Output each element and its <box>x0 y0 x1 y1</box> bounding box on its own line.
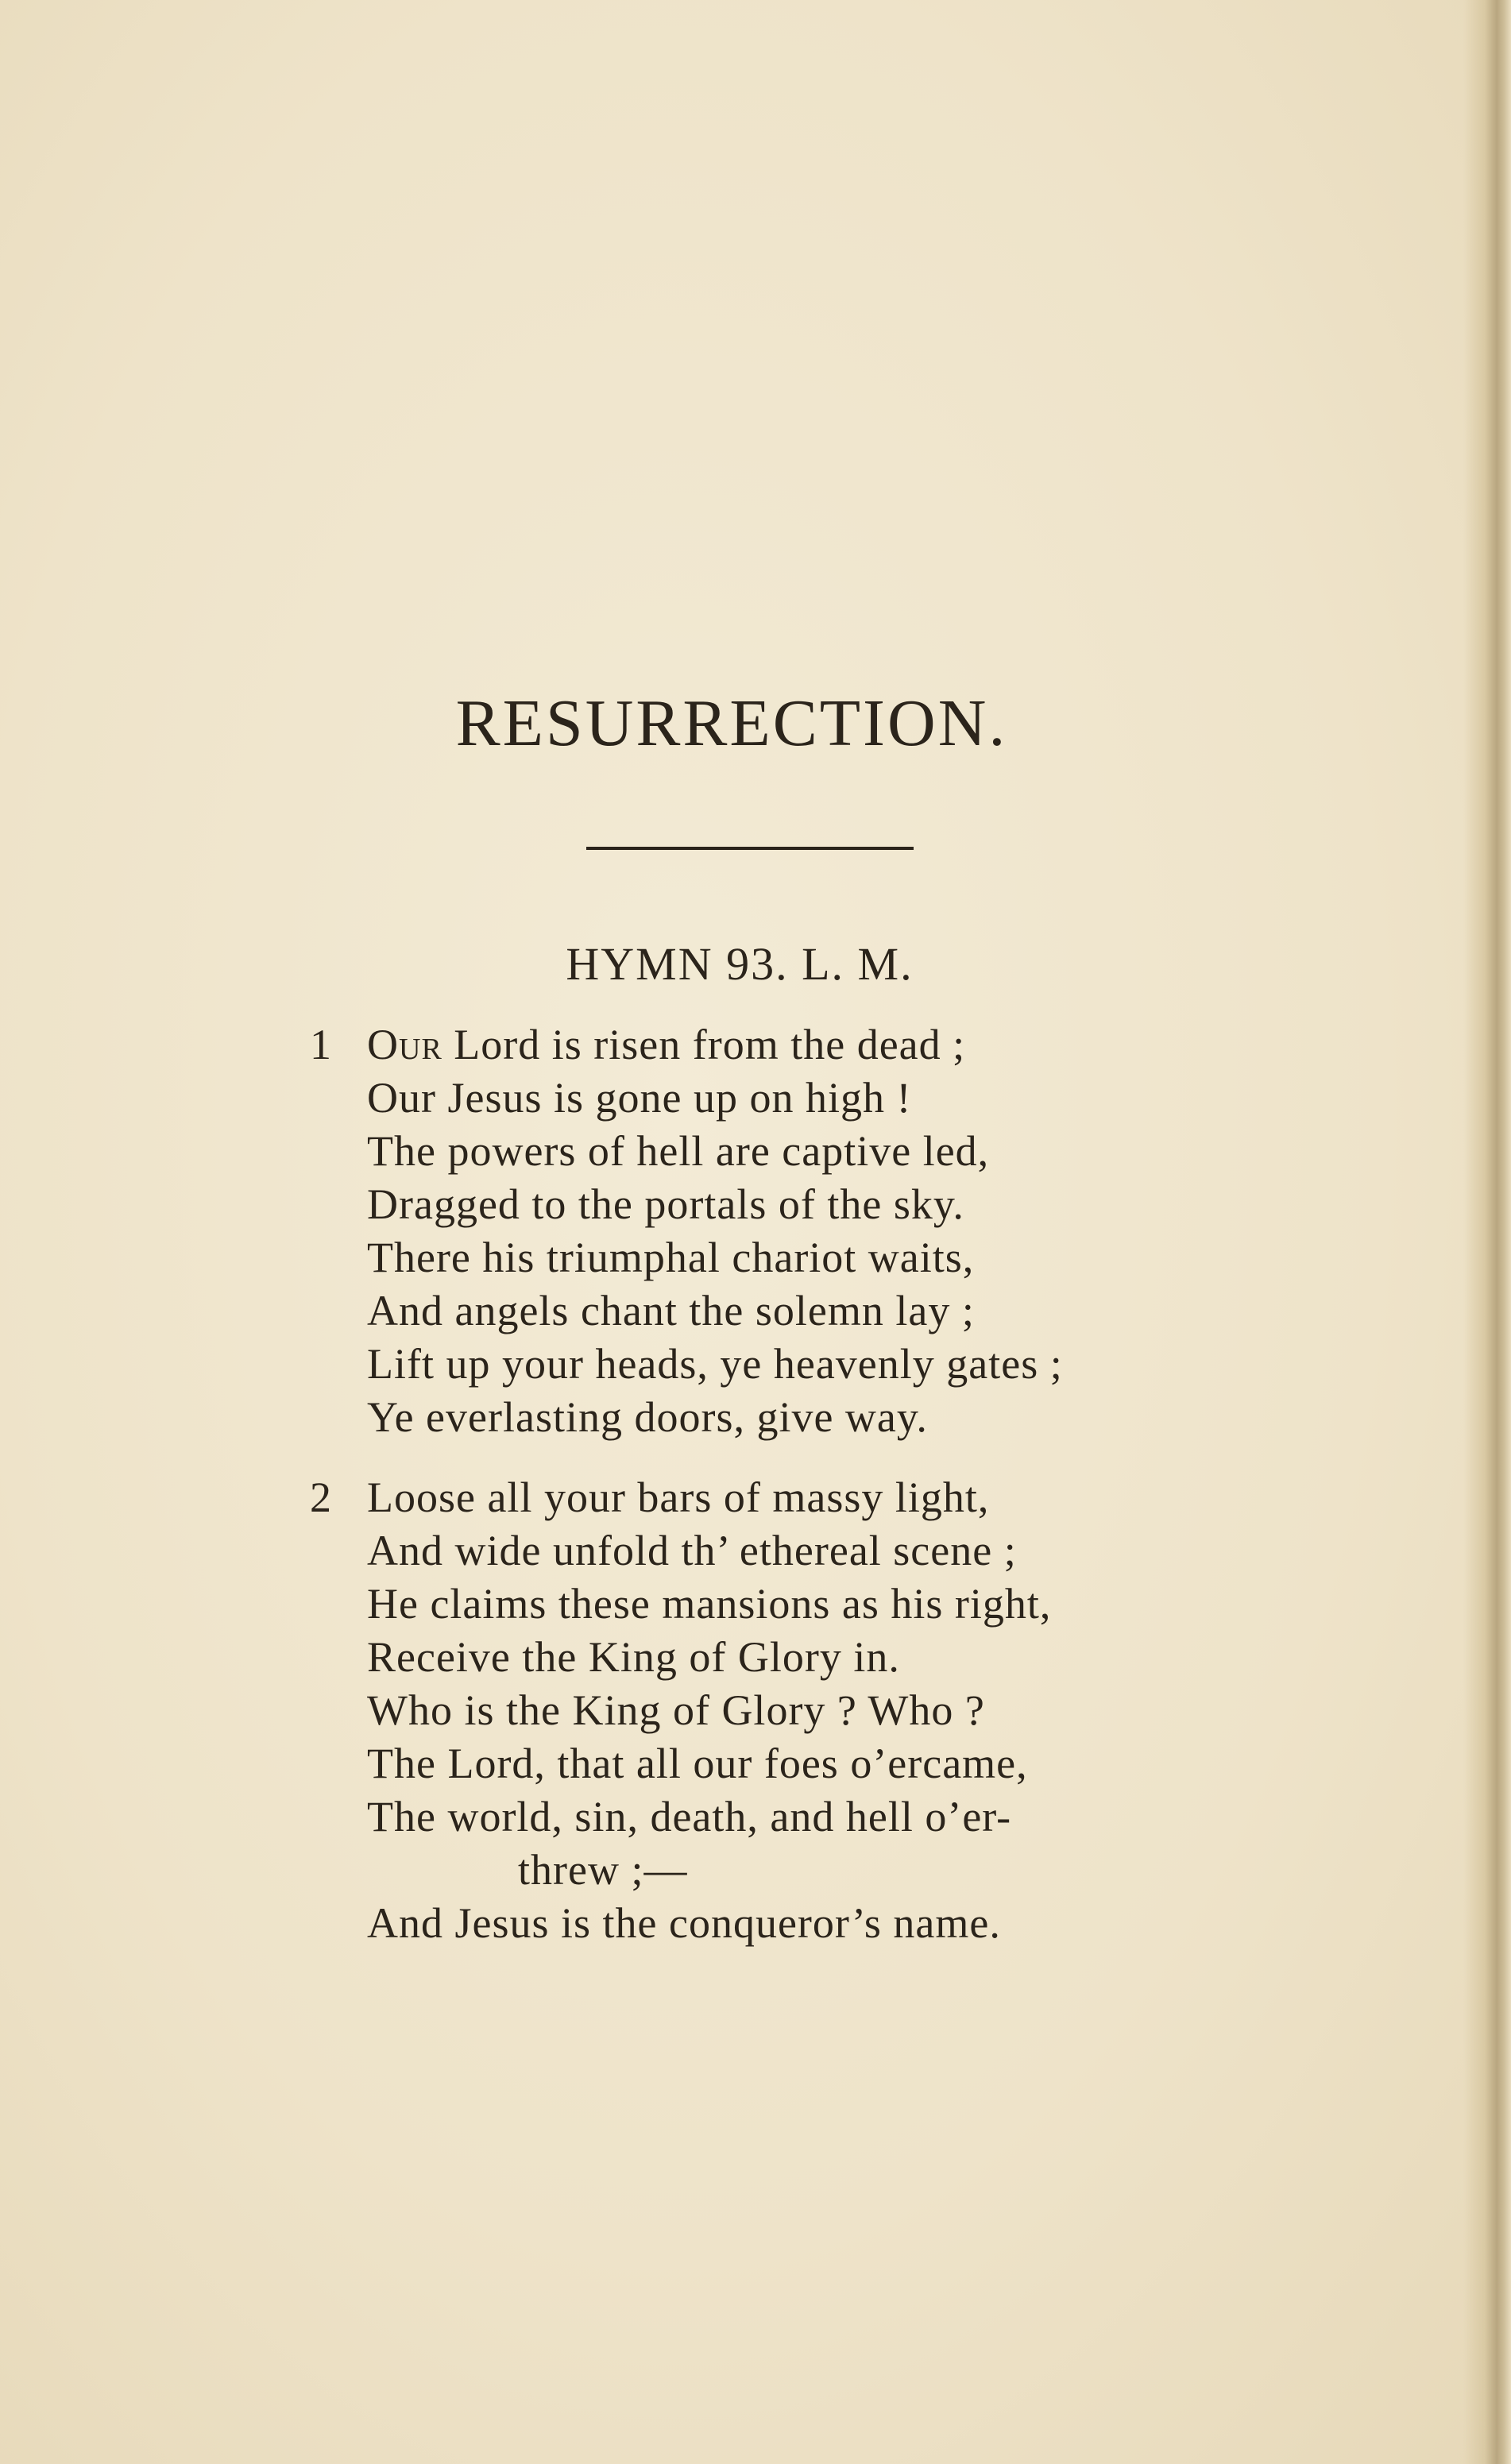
verse-lines <box>367 1018 1063 1444</box>
verse-line: Who is the King of Glory ? Who ? <box>367 1686 985 1734</box>
page-title: RESURRECTION. <box>455 686 1008 760</box>
verse-line: And angels chant the solemn lay ; <box>367 1287 975 1334</box>
verse-line: Lift up your heads, ye heavenly gates ; <box>367 1340 1063 1388</box>
verse-number: 1 <box>310 1021 332 1068</box>
verse-number: 2 <box>310 1473 332 1521</box>
page-edge <box>1463 0 1511 2464</box>
verse-line: The Lord, that all our foes o’ercame, <box>367 1740 1028 1787</box>
verse-line-continuation: threw ;— <box>518 1846 688 1894</box>
verse-line: The powers of hell are captive led, <box>367 1127 990 1175</box>
verse-line: And Jesus is the conqueror’s name. <box>367 1899 1001 1947</box>
verse-line: He claims these mansions as his right, <box>367 1580 1052 1628</box>
verse-line-text: Lord is risen from the dead ; <box>442 1021 966 1068</box>
verse-line: And wide unfold th’ ethereal scene ; <box>367 1527 1017 1574</box>
title-divider <box>586 847 914 850</box>
verse-line: Loose all your bars of massy light, <box>367 1473 990 1521</box>
verse-line: The world, sin, death, and hell o’er- <box>367 1793 1012 1840</box>
verse-line: There his triumphal chariot waits, <box>367 1234 975 1281</box>
verse-line <box>367 1018 1063 1072</box>
verse-line: Dragged to the portals of the sky. <box>367 1180 964 1228</box>
verse-line: Ye everlasting doors, give way. <box>367 1393 928 1441</box>
verse-lines <box>367 1471 1051 1950</box>
hymn-heading: HYMN 93. L. M. <box>566 938 914 990</box>
verse-lead-word: Our <box>367 1021 442 1068</box>
verse-line: Our Jesus is gone up on high ! <box>367 1074 912 1122</box>
verse-line: Receive the King of Glory in. <box>367 1633 900 1681</box>
